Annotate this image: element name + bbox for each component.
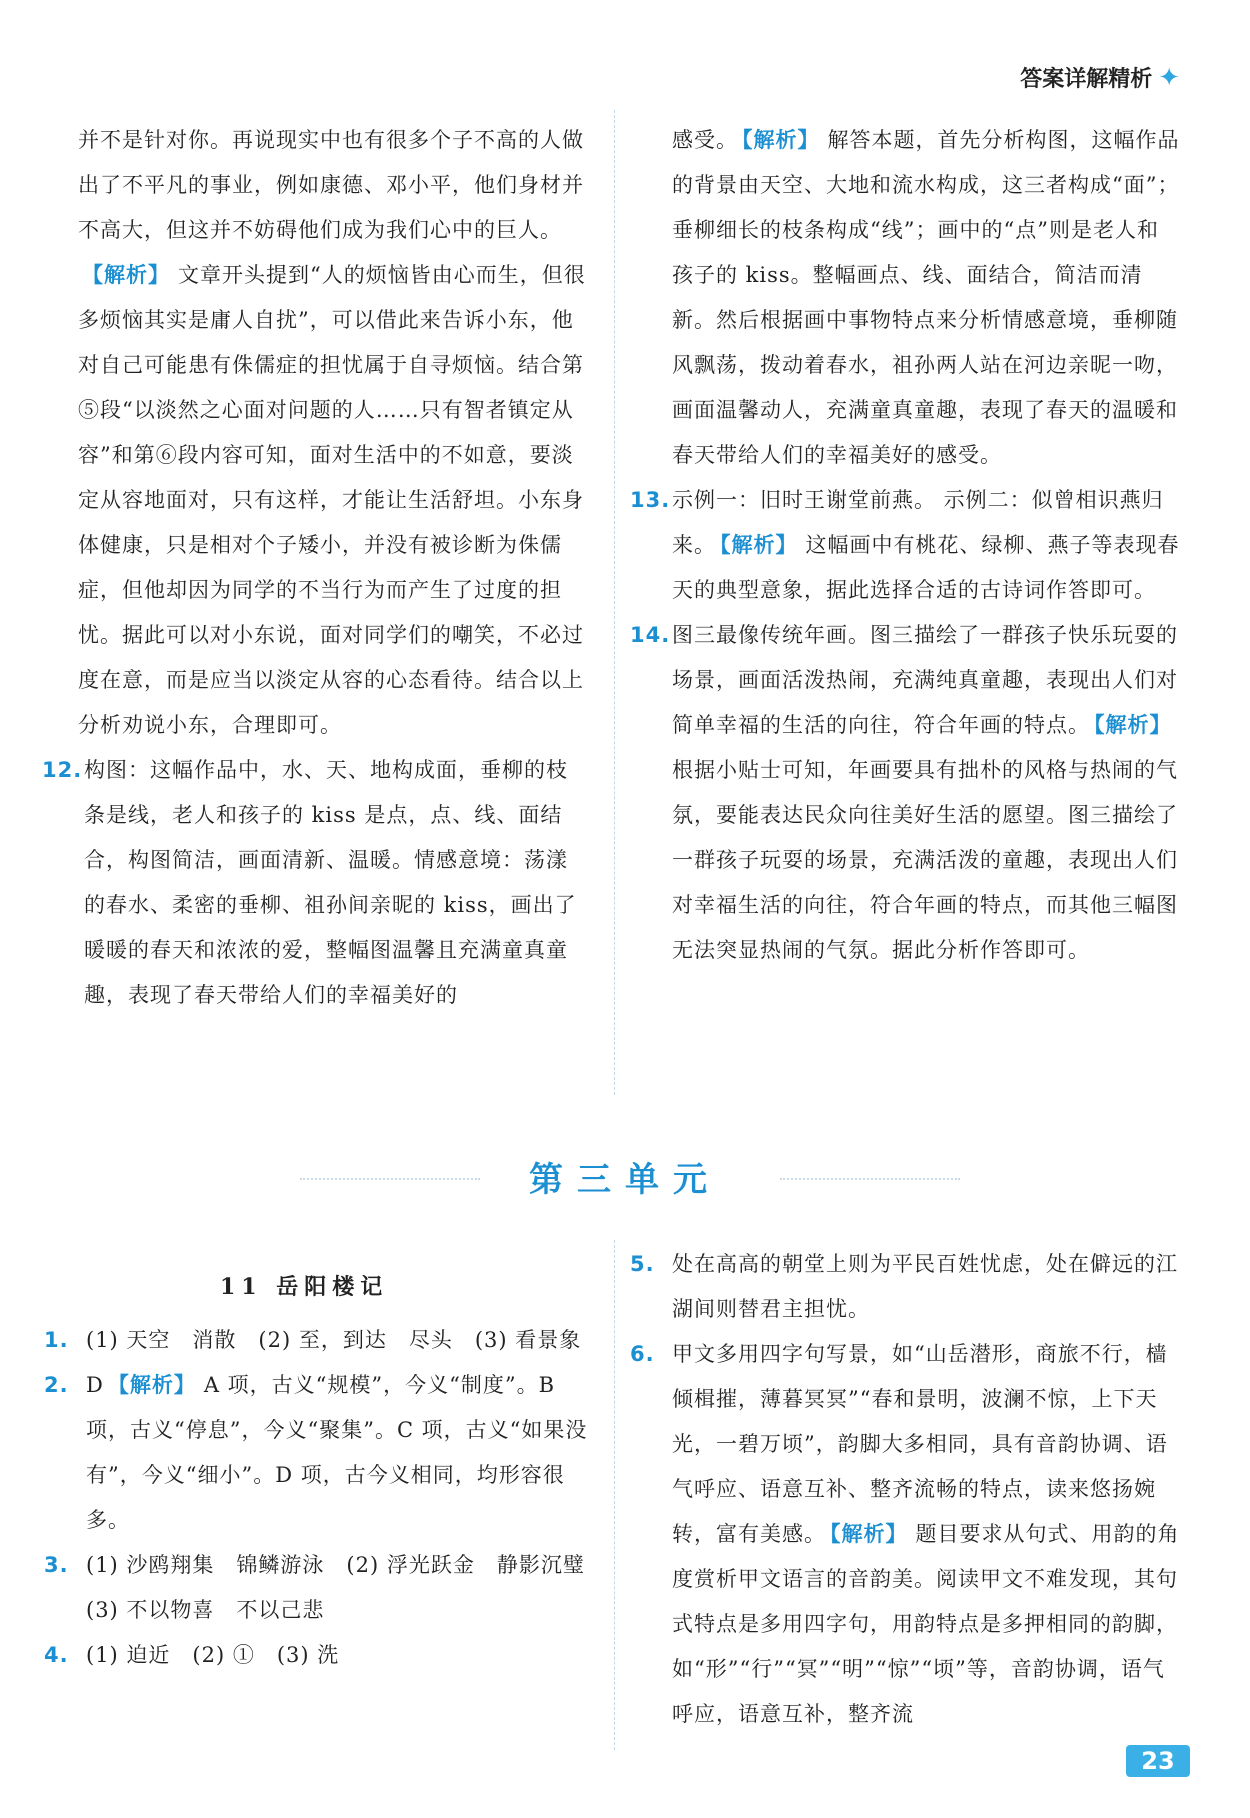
question-2: 2. D 【解析】 A 项，古义“规模”，今义“制度”。B 项，古义“停息”，今义“聚集”。C 项，古义“如果没有”，今义“细小”。D 项，古今义相同，均形容很多。 — [44, 1363, 589, 1543]
right-column-bottom — [630, 1242, 1180, 1737]
left-column-top — [42, 118, 588, 1018]
left-column-bottom — [44, 1318, 607, 1678]
question-number: 4. — [44, 1643, 69, 1667]
column-divider — [614, 1240, 615, 1750]
question-number: 6. — [630, 1342, 655, 1366]
question-3: 3. (1) 沙鸥翔集 锦鳞游泳 (2) 浮光跃金 静影沉璧 (3) 不以物喜 不以己悲 — [44, 1543, 589, 1633]
question-13: 13. 示例一：旧时王谢堂前燕。 示例二：似曾相识燕归来。 【解析】 这幅画中有桃花、绿柳、燕子等表现春天的典型意象，据此选择合适的古诗词作答即可。 — [630, 478, 1180, 613]
question-12: 12. 构图：这幅作品中，水、天、地构成面，垂柳的枝条是线，老人和孩子的 kiss 是点，点、线、面结合，构图简洁，画面清新、温暖。情感意境：荡漾的春水、柔密的垂柳、祖孙间亲昵的 kiss，画出了暖暖的春天和浓浓的爱，整幅图温馨且充满童真童趣，表现了春天带给人们的幸福美好的 — [42, 748, 588, 1018]
analysis-tag: 【解析】 — [1094, 713, 1172, 737]
page-number: 23 — [1126, 1745, 1190, 1777]
question-6: 6. 甲文多用四字句写景，如“山岳潜形，商旅不行，樯倾楫摧，薄暮冥冥”“春和景明，波澜不惊，上下天光，一碧万顷”，韵脚大多相同，具有音韵协调、语气呼应、语意互补、整齐流畅的特点，读来悠扬婉转，富有美感。 【解析】 题目要求从句式、用韵的角度赏析甲文语言的音韵美。阅读甲文不难发现，其句式特点是多用四字句，用韵特点是多押相同的韵脚，如“形”“行”“冥”“明”“惊”“顷”等，音韵协调，语气呼应，语意互补，整齐流 — [630, 1332, 1180, 1737]
analysis-tag: 【解析】 — [742, 128, 820, 152]
question-number: 5. — [630, 1252, 655, 1276]
question-number: 2. — [44, 1373, 69, 1397]
page-header — [1020, 62, 1180, 93]
analysis-tag: 【解析】 — [830, 1522, 908, 1546]
lesson-title: 11 岳阳楼记 — [220, 1274, 389, 1300]
unit-title: 第三单元 — [529, 1160, 721, 1200]
analysis-tag: 【解析】 — [82, 263, 170, 287]
analysis-tag: 【解析】 — [720, 533, 798, 557]
question-1: 1. (1) 天空 消散 (2) 至，到达 尽头 (3) 看景象 — [44, 1318, 589, 1363]
right-column-top — [630, 118, 1180, 973]
question-4: 4. (1) 迫近 (2) ① (3) 洗 — [44, 1633, 589, 1678]
question-number: 12. — [42, 758, 83, 782]
header-title: 答案详解精析 — [1020, 67, 1153, 92]
analysis-tag: 【解析】 — [107, 1373, 196, 1397]
column-divider — [614, 110, 615, 1095]
q12-continuation: 感受。 【解析】 解答本题，首先分析构图，这幅作品的背景由天空、大地和流水构成，这三者构成“面”；垂柳细长的枝条构成“线”；画中的“点”则是老人和孩子的 kiss。整幅画点、线、面结合，简洁而清新。然后根据画中事物特点来分析情感意境，垂柳随风飘荡，拨动着春水，祖孙两人站在河边亲昵一吻，画面温馨动人，充满童真童趣，表现了春天的温暖和春天带给人们的幸福美好的感受。 — [672, 128, 1180, 467]
sparkle-icon: ✦ — [1158, 62, 1180, 93]
question-14: 14. 图三最像传统年画。图三描绘了一群孩子快乐玩耍的场景，画面活泼热闹，充满纯真童趣，表现出人们对简单幸福的生活的向往，符合年画的特点。 【解析】根据小贴士可知，年画要具有拙朴的风格与热闹的气氛，要能表达民众向往美好生活的愿望。图三描绘了一群孩子玩耍的场景，充满活泼的童趣，表现出人们对幸福生活的向往，符合年画的特点，而其他三幅图无法突显热闹的气氛。据此分析作答即可。 — [630, 613, 1180, 973]
question-number: 3. — [44, 1553, 69, 1577]
question-number: 1. — [44, 1328, 69, 1352]
q11-continuation: 并不是针对你。再说现实中也有很多个子不高的人做出了不平凡的事业，例如康德、邓小平，他们身材并不高大，但这并不妨碍他们成为我们心中的巨人。【解析】 文章开头提到“人的烦恼皆由心而生，但很多烦恼其实是庸人自扰”，可以借此来告诉小东，他对自己可能患有侏儒症的担忧属于自寻烦恼。结合第⑤段“以淡然之心面对问题的人……只有智者镇定从容”和第⑥段内容可知，面对生活中的不如意，要淡定从容地面对，只有这样，才能让生活舒坦。小东身体健康，只是相对个子矮小，并没有被诊断为侏儒症，但他却因为同学的不当行为而产生了过度的担忧。据此可以对小东说，面对同学们的嘲笑，不必过度在意，而是应当以淡定从容的心态看待。结合以上分析劝说小东，合理即可。 — [78, 128, 586, 737]
question-number: 14. — [630, 623, 671, 647]
question-number: 13. — [630, 488, 671, 512]
question-5: 5. 处在高高的朝堂上则为平民百姓忧虑，处在僻远的江湖间则替君主担忧。 — [630, 1242, 1180, 1332]
